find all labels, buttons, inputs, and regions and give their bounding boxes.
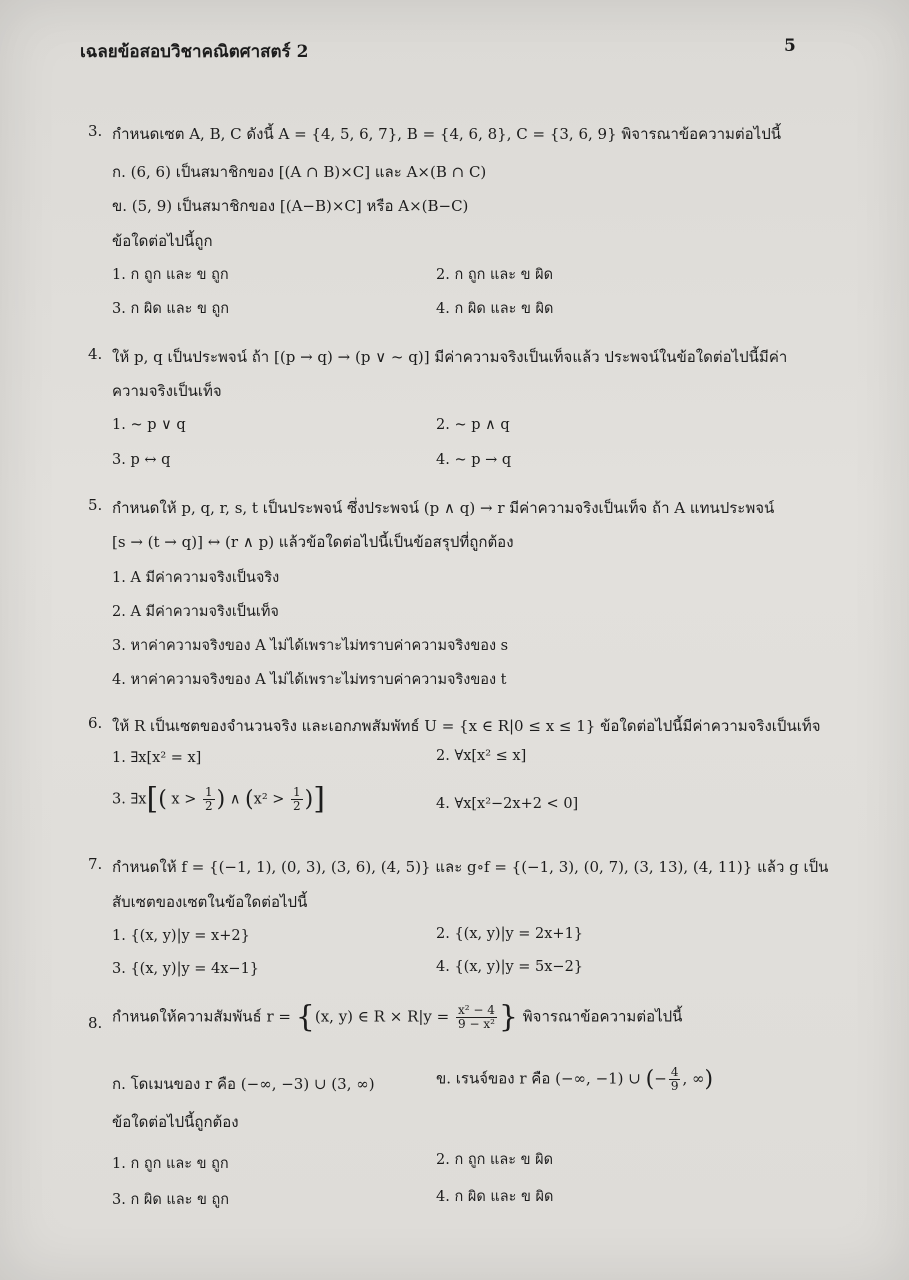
- right-brace: }: [498, 999, 519, 1035]
- question-stem-line-2: สับเซตของเซตในข้อใดต่อไปนี้: [112, 893, 308, 911]
- option-3[interactable]: 3. p ↔ q: [112, 452, 171, 468]
- right-paren: ): [704, 1067, 714, 1092]
- statement-b: ข. (5, 9) เป็นสมาชิกของ [(A−B)×C] หรือ A×(B−C): [112, 197, 469, 215]
- question-number: 4.: [88, 345, 103, 363]
- option-4[interactable]: 4. ก ผิด และ ข ผิด: [436, 301, 554, 317]
- question-number: 5.: [88, 496, 103, 514]
- option-3[interactable]: 3. ก ผิด และ ข ถูก: [112, 301, 230, 317]
- option-1[interactable]: 1. ∃x[x² = x]: [112, 750, 202, 766]
- option-2[interactable]: 2. ก ถูก และ ข ผิด: [436, 267, 554, 283]
- option-4[interactable]: 4. หาค่าความจริงของ A ไม่ได้เพราะไม่ทราบค่าความจริงของ t: [112, 672, 507, 688]
- question-number: 8.: [88, 1014, 103, 1032]
- option-2[interactable]: 2. ~ p ∧ q: [436, 417, 510, 433]
- half-fraction: $\frac{1}{2}$: [204, 785, 213, 813]
- question-stem: กำหนดเซต A, B, C ดังนี้ A = {4, 5, 6, 7}, B = {4, 6, 8}, C = {3, 6, 9} พิจารณาข้อความต่อไปนี้: [112, 125, 781, 143]
- question-prompt: ข้อใดต่อไปนี้ถูก: [112, 232, 213, 250]
- right-bracket: ]: [313, 781, 325, 817]
- statement-b-suffix: , ∞: [682, 1069, 705, 1088]
- question-stem-line-1: กำหนดให้ p, q, r, s, t เป็นประพจน์ ซึ่งประพจน์ (p ∧ q) → r มีค่าความจริงเป็นเท็จ ถ้า A แทนประพจน์: [112, 499, 775, 517]
- statement-a: ก. (6, 6) เป็นสมาชิกของ [(A ∩ B)×C] และ A×(B ∩ C): [112, 163, 487, 181]
- left-brace: {: [295, 999, 315, 1035]
- question-stem-line-2: ความจริงเป็นเท็จ: [112, 382, 222, 400]
- question-number: 6.: [88, 714, 103, 732]
- option-1[interactable]: 1. ~ p ∨ q: [112, 417, 186, 433]
- option-4[interactable]: 4. ~ p → q: [436, 452, 512, 468]
- question-stem: ให้ R เป็นเซตของจำนวนจริง และเอกภพสัมพัทธ์ U = {x ∈ R|0 ≤ x ≤ 1} ข้อใดต่อไปนี้มีค่าความจริงเป็นเท็จ: [112, 717, 821, 735]
- left-bracket: [: [146, 781, 159, 817]
- page-number: 5: [784, 36, 796, 56]
- option-2[interactable]: 2. A มีค่าความจริงเป็นเท็จ: [112, 604, 279, 620]
- option-1[interactable]: 1. {(x, y)|y = x+2}: [112, 928, 250, 944]
- option-3-left-expr: x >: [171, 791, 197, 808]
- right-paren-2: ): [304, 787, 314, 812]
- right-paren: ): [216, 787, 226, 812]
- question-stem-line-2: [s → (t → q)] ↔ (r ∧ p) แล้วข้อใดต่อไปนี้เป็นข้อสรุปที่ถูกต้อง: [112, 533, 514, 551]
- option-3[interactable]: 3. หาค่าความจริงของ A ไม่ได้เพราะไม่ทราบค่าความจริงของ s: [112, 638, 509, 654]
- option-4[interactable]: 4. {(x, y)|y = 5x−2}: [436, 959, 584, 975]
- relation-fraction: $\frac{\text{x² − 4}}{\text{9 − x²}}$: [458, 1003, 495, 1031]
- statement-a: ก. โดเมนของ r คือ (−∞, −3) ∪ (3, ∞): [112, 1075, 375, 1093]
- set-builder-left: (x, y) ∈ R × R|y =: [314, 1007, 450, 1026]
- left-paren: (: [158, 787, 167, 812]
- question-number: 3.: [88, 122, 103, 140]
- option-3-right-expr: x² >: [253, 791, 285, 808]
- option-2[interactable]: 2. {(x, y)|y = 2x+1}: [436, 926, 584, 942]
- range-fraction: $\frac{4}{9}$: [670, 1065, 679, 1093]
- half-fraction-2: $\frac{1}{2}$: [293, 785, 301, 813]
- question-stem: [112, 999, 683, 1035]
- option-1[interactable]: 1. ก ถูก และ ข ถูก: [112, 267, 229, 283]
- option-1[interactable]: 1. A มีค่าความจริงเป็นจริง: [112, 570, 280, 586]
- option-3[interactable]: [112, 781, 325, 817]
- option-3[interactable]: 3. ก ผิด และ ข ถูก: [112, 1192, 230, 1208]
- statement-b-prefix: ข. เรนจ์ของ r คือ (−∞, −1) ∪: [436, 1069, 641, 1088]
- option-1[interactable]: 1. ก ถูก และ ข ถูก: [112, 1156, 229, 1172]
- stem-suffix: พิจารณาข้อความต่อไปนี้: [522, 1007, 683, 1026]
- option-3-prefix: 3. ∃x: [112, 791, 147, 808]
- question-stem-line-1: กำหนดให้ f = {(−1, 1), (0, 3), (3, 6), (4, 5)} และ g∘f = {(−1, 3), (0, 7), (3, 13), (4, 11)} แล้ว g เป็น: [112, 858, 829, 876]
- question-number: 7.: [88, 855, 103, 873]
- question-prompt: ข้อใดต่อไปนี้ถูกต้อง: [112, 1113, 239, 1131]
- statement-b: ข. เรนจ์ของ r คือ (−∞, −1) ∪ (− $\frac{4}{9}$ , ∞): [436, 1065, 714, 1093]
- option-3[interactable]: 3. {(x, y)|y = 4x−1}: [112, 961, 260, 977]
- option-2[interactable]: 2. ∀x[x² ≤ x]: [436, 748, 527, 764]
- and-operator: ∧: [229, 791, 241, 808]
- left-paren: (: [645, 1067, 655, 1092]
- option-4[interactable]: 4. ∀x[x²−2x+2 < 0]: [436, 796, 579, 812]
- option-2[interactable]: 2. ก ถูก และ ข ผิด: [436, 1152, 554, 1168]
- option-4[interactable]: 4. ก ผิด และ ข ผิด: [436, 1189, 554, 1205]
- page-header-title: เฉลยข้อสอบวิชาคณิตศาสตร์ 2: [80, 42, 309, 62]
- question-stem-line-1: ให้ p, q เป็นประพจน์ ถ้า [(p → q) → (p ∨ ~ q)] มีค่าความจริงเป็นเท็จแล้ว ประพจน์ในข้อใดต่อไปนี้มีค่า: [112, 348, 788, 366]
- left-paren-2: (: [245, 787, 254, 812]
- stem-prefix: กำหนดให้ความสัมพันธ์ r =: [112, 1007, 291, 1026]
